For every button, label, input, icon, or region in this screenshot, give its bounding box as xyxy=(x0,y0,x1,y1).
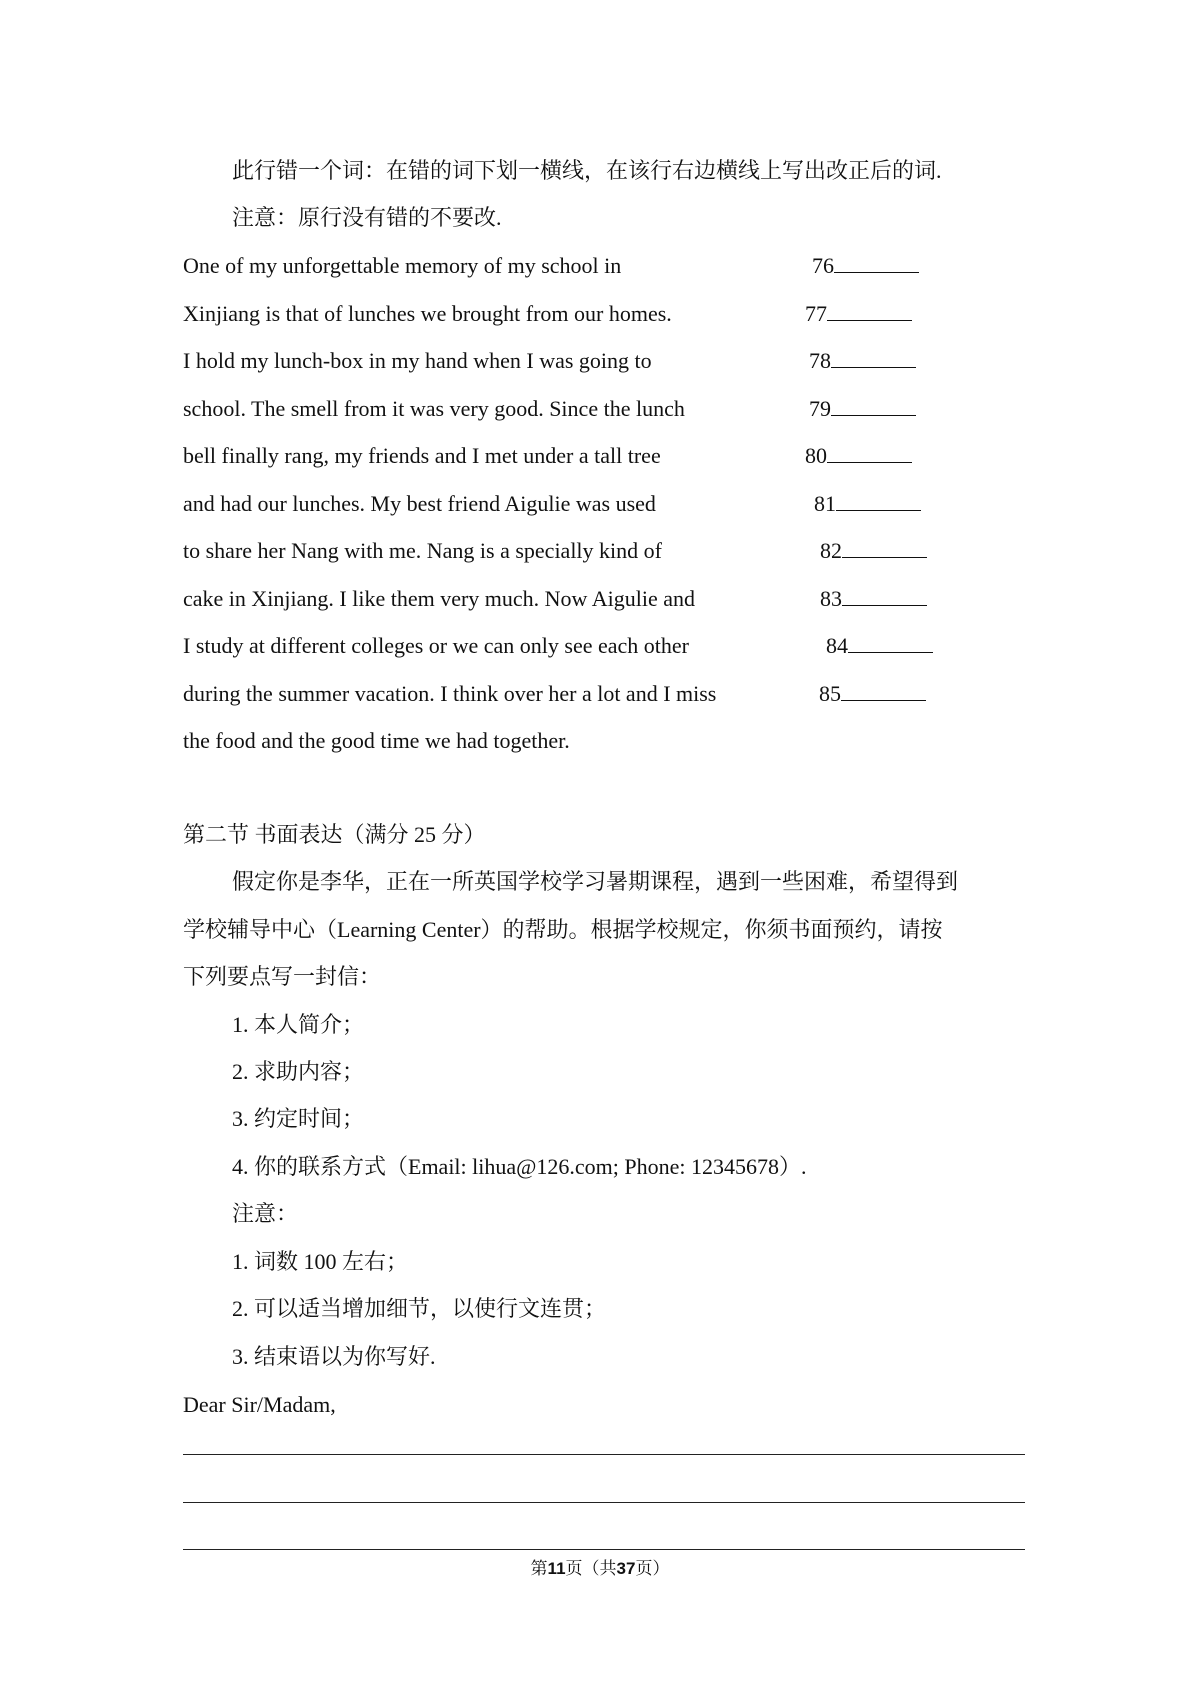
answer-line[interactable] xyxy=(183,1502,1025,1503)
answer-blank[interactable] xyxy=(848,632,933,653)
instruction-1: 此行错一个词：在错的词下划一横线，在该行右边横线上写出改正后的词. xyxy=(232,158,942,183)
total-pages: 37 xyxy=(616,1559,636,1578)
answer-slot[interactable] xyxy=(812,252,919,280)
question-number: 82 xyxy=(820,538,842,563)
answer-blank[interactable] xyxy=(842,585,927,606)
answer-slot[interactable] xyxy=(820,537,927,565)
answer-blank[interactable] xyxy=(836,490,921,511)
answer-blank[interactable] xyxy=(842,537,927,558)
note-item: 1. 词数 100 左右； xyxy=(232,1249,409,1274)
passage-line: I study at different colleges or we can only see each other xyxy=(183,633,689,658)
point-item: 3. 约定时间； xyxy=(232,1106,365,1131)
answer-slot[interactable] xyxy=(819,680,926,708)
answer-slot[interactable] xyxy=(820,585,927,613)
passage-line: and had our lunches. My best friend Aigulie was used xyxy=(183,490,656,516)
answer-blank[interactable] xyxy=(831,395,916,416)
passage-line: I hold my lunch-box in my hand when I was going to xyxy=(183,348,652,373)
note-item: 3. 结束语以为你写好. xyxy=(232,1344,436,1369)
answer-blank[interactable] xyxy=(841,680,926,701)
point-item: 1. 本人简介； xyxy=(232,1012,365,1037)
prompt-line: 下列要点写一封信： xyxy=(183,964,382,989)
prompt-line: 假定你是李华，正在一所英国学校学习暑期课程，遇到一些困难，希望得到 xyxy=(232,869,959,894)
question-number: 81 xyxy=(814,490,836,516)
passage-line: Xinjiang is that of lunches we brought from our homes. xyxy=(183,300,672,326)
prompt-line: 学校辅导中心（Learning Center）的帮助。根据学校规定，你须书面预约，请按 xyxy=(183,917,943,942)
footer-text: 页） xyxy=(635,1559,670,1578)
point-item: 2. 求助内容； xyxy=(232,1059,365,1084)
point-item: 4. 你的联系方式（Email: lihua@126.com; Phone: 12345678）. xyxy=(232,1154,807,1179)
answer-slot[interactable] xyxy=(805,442,912,470)
answer-blank[interactable] xyxy=(827,442,912,463)
page-number: 11 xyxy=(547,1559,566,1578)
answer-blank[interactable] xyxy=(827,300,912,321)
footer-text: 页（共 xyxy=(565,1559,617,1578)
answer-slot[interactable] xyxy=(809,395,916,423)
question-number: 79 xyxy=(809,395,831,421)
passage-line: to share her Nang with me. Nang is a specially kind of xyxy=(183,538,662,563)
question-number: 83 xyxy=(820,585,842,611)
passage-line: school. The smell from it was very good. Since the lunch xyxy=(183,395,685,421)
question-number: 76 xyxy=(812,253,834,278)
answer-slot[interactable] xyxy=(809,347,916,375)
passage-line: bell finally rang, my friends and I met under a tall tree xyxy=(183,443,661,468)
answer-slot[interactable] xyxy=(814,490,921,518)
answer-line[interactable] xyxy=(183,1549,1025,1550)
answer-slot[interactable] xyxy=(826,632,933,660)
question-number: 80 xyxy=(805,443,827,468)
salutation: Dear Sir/Madam, xyxy=(183,1392,336,1417)
instruction-2: 注意：原行没有错的不要改. xyxy=(232,205,502,230)
page-footer xyxy=(0,1554,1200,1579)
answer-blank[interactable] xyxy=(831,347,916,368)
answer-line[interactable] xyxy=(183,1454,1025,1455)
question-number: 84 xyxy=(826,633,848,658)
passage-line: during the summer vacation. I think over her a lot and I miss xyxy=(183,680,717,706)
question-number: 77 xyxy=(805,300,827,326)
answer-slot[interactable] xyxy=(805,300,912,328)
section2-heading: 第二节 书面表达（满分 25 分） xyxy=(183,822,486,847)
answer-blank[interactable] xyxy=(834,252,919,273)
passage-line: One of my unforgettable memory of my school in xyxy=(183,253,622,278)
note-item: 2. 可以适当增加细节，以使行文连贯； xyxy=(232,1296,607,1321)
passage-line: the food and the good time we had together. xyxy=(183,728,570,753)
question-number: 85 xyxy=(819,680,841,706)
passage-line: cake in Xinjiang. I like them very much. Now Aigulie and xyxy=(183,585,695,611)
notes-label: 注意： xyxy=(232,1201,299,1226)
footer-text: 第 xyxy=(530,1559,548,1578)
question-number: 78 xyxy=(809,348,831,373)
